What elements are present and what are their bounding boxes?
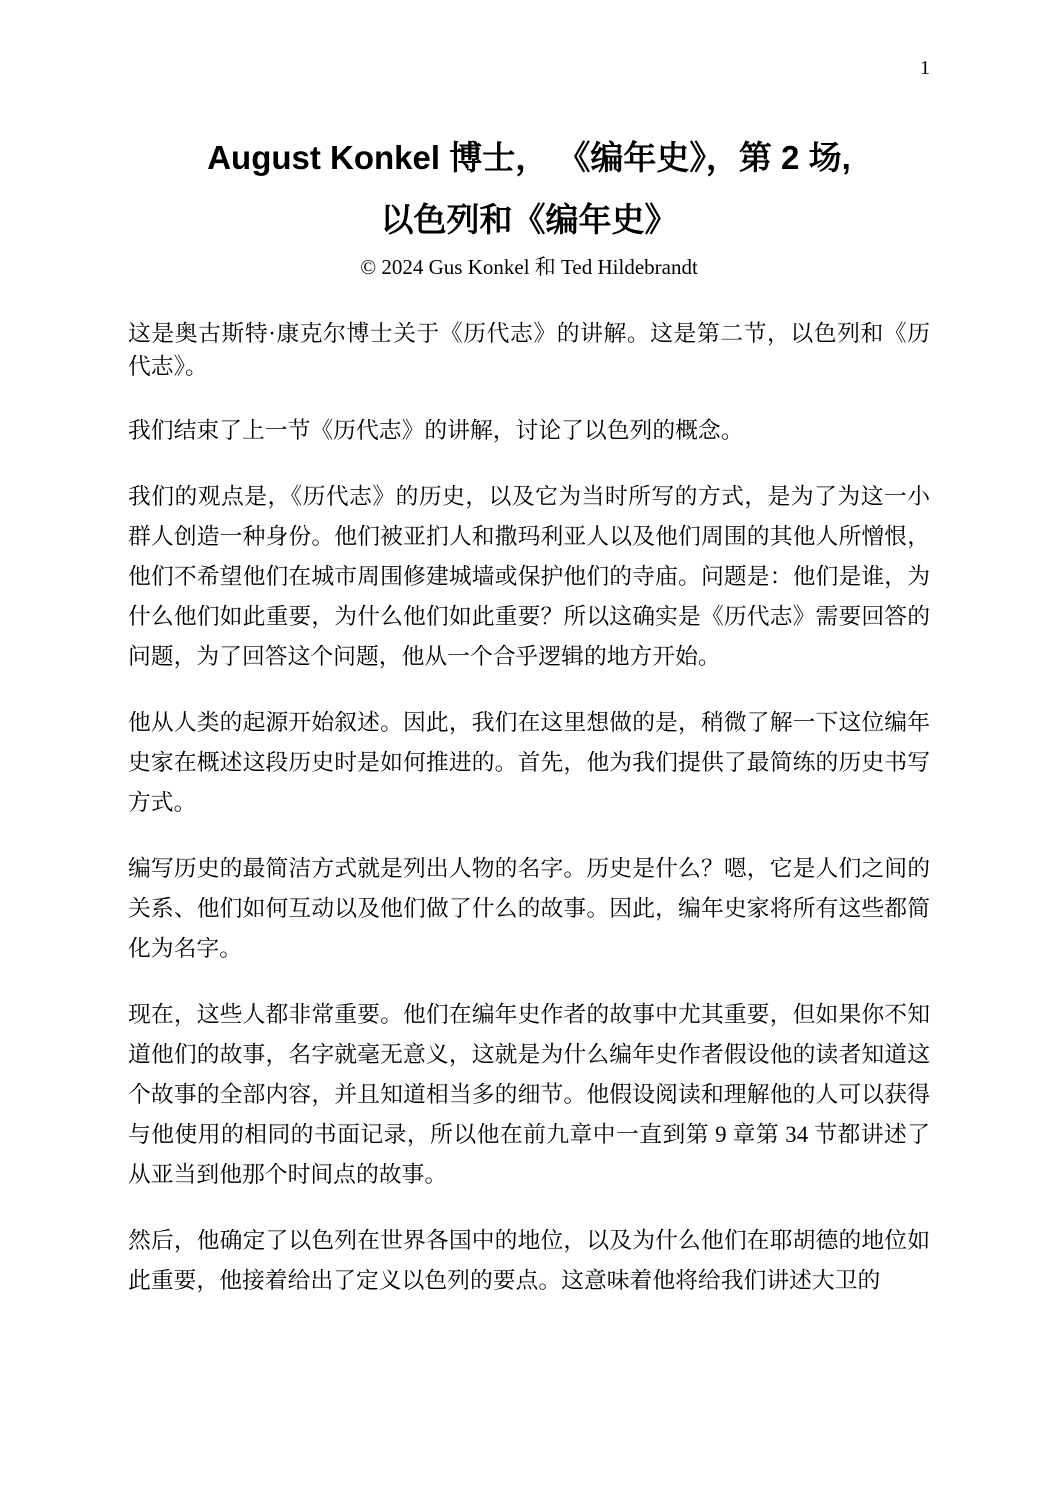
body-paragraph: 我们结束了上一节《历代志》的讲解，讨论了以色列的概念。 — [128, 418, 744, 443]
document-title — [110, 127, 948, 251]
body-paragraph: 编写历史的最简洁方式就是列出人物的名字。历史是什么？嗯，它是人们之间的关系、他们如何互动以及他们做了什么的故事。因此，编年史家将所有这些都简化为名字。 — [128, 856, 930, 961]
body-paragraph: 他从人类的起源开始叙述。因此，我们在这里想做的是，稍微了解一下这位编年史家在概述这段历史时是如何推进的。首先，他为我们提供了最简练的历史书写方式。 — [128, 710, 930, 815]
body-paragraph: 现在，这些人都非常重要。他们在编年史作者的故事中尤其重要，但如果你不知道他们的故事，名字就毫无意义，这就是为什么编年史作者假设他的读者知道这个故事的全部内容，并且知道相当多的细节。他假设阅读和理解他的人可以获得与他使用的相同的书面记录，所以他在前九章中一直到第 9 章第 34 节都讲述了从亚当到他那个时间点的故事。 — [128, 1002, 930, 1187]
document-title-line2: 以色列和《编年史》 — [380, 201, 678, 238]
body-paragraph: 然后，他确定了以色列在世界各国中的地位，以及为什么他们在耶胡德的地位如此重要，他接着给出了定义以色列的要点。这意味着他将给我们讲述大卫的 — [128, 1228, 930, 1293]
copyright-line: © 2024 Gus Konkel 和 Ted Hildebrandt — [360, 255, 698, 279]
body-paragraph: 我们的观点是，《历代志》的历史，以及它为当时所写的方式，是为了为这一小群人创造一种身份。他们被亚扪人和撒玛利亚人以及他们周围的其他人所憎恨，他们不希望他们在城市周围修建城墙或保护他们的寺庙。问题是：他们是谁，为什么他们如此重要，为什么他们如此重要？所以这确实是《历代志》需要回答的问题，为了回答这个问题，他从一个合乎逻辑的地方开始。 — [128, 484, 930, 669]
document-body — [128, 317, 930, 1301]
document-title-line1: August Konkel 博士， 《编年史》，第 2 场, — [207, 139, 851, 176]
body-paragraph: 这是奥古斯特·康克尔博士关于《历代志》的讲解。这是第二节，以色列和《历代志》。 — [128, 321, 930, 379]
page-number: 1 — [920, 57, 930, 79]
